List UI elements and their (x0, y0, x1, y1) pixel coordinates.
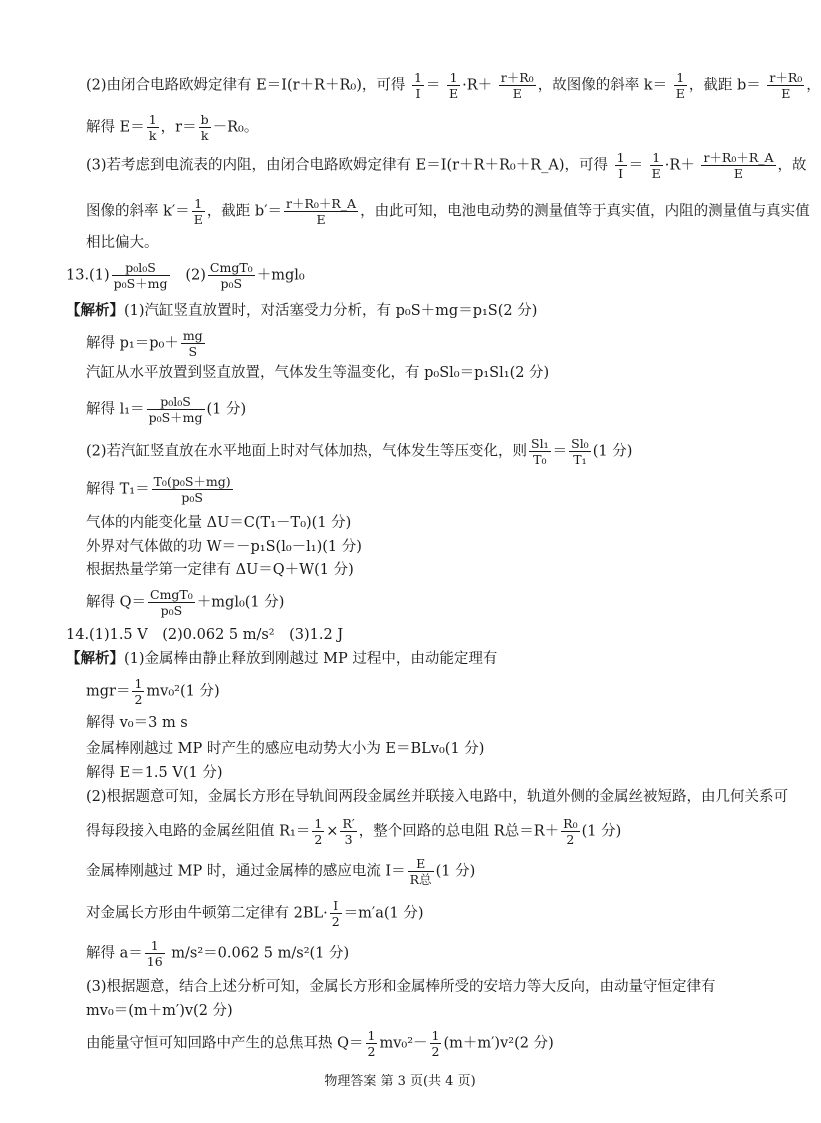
fraction: $\frac{1}{16}$ (146, 938, 163, 969)
q14-line4: 金属棒刚越过 MP 时产生的感应电动势大小为 E＝BLv₀(1 分) (86, 741, 485, 757)
q13-line9: 根据热量学第一定律有 ΔU＝Q＋W(1 分) (86, 562, 354, 578)
fraction: $\frac{\text{Sl₀}}{\text{T₁}}$ (571, 436, 589, 467)
fraction: $\frac{\text{R₀}}{2}$ (563, 816, 578, 847)
fraction: $\frac{1}{2}$ (134, 676, 143, 707)
fraction: $\frac{\text{CmgT₀}}{\text{p₀S}}$ (150, 587, 193, 618)
q13-line3: 汽缸从水平放置到竖直放置，气体发生等温变化，有 p₀Sl₀＝p₁Sl₁(2 分) (86, 365, 550, 381)
q13-analysis-1: 【解析】(1)汽缸竖直放置时，对活塞受力分析，有 p₀S＋mg＝p₁S(2 分) (66, 302, 538, 319)
q14-line12: mv₀＝(m＋m′)v(2 分) (86, 1003, 233, 1019)
fraction: $\frac{E}{\text{R总}}$ (409, 856, 432, 887)
fraction: $\frac{R'}{3}$ (342, 816, 355, 847)
fraction: $\frac{\text{T₀(p₀S＋mg)}}{\text{p₀S}}$ (153, 474, 231, 505)
q12-p3-line2: 图像的斜率 k′＝ $\frac{1}{E}$ ，截距 b′＝ $\frac{\text{r＋R₀＋R\_A}}{E}$ ，由此可知，电池电动势的测量值等于真实值，内阻的测量值与真实值 (86, 196, 810, 227)
fraction: $\frac{b}{k}$ (200, 112, 209, 143)
q14-line10: 解得 a＝ $\frac{1}{16}$ m/s²＝0.062 5 m/s²(1 分) (86, 938, 350, 969)
q13-answer: 13.(1) $\frac{\text{p₀l₀S}}{\text{p₀S＋mg}}$ (2) $\frac{\text{CmgT₀}}{\text{p₀S}}$ ＋mgl₀ (66, 260, 305, 291)
q14-line8: 金属棒刚越过 MP 时，通过金属棒的感应电流 I＝ $\frac{E}{\text{R总}}$ (1 分) (86, 856, 476, 887)
fraction: $\frac{1}{E}$ (675, 70, 685, 101)
q13-line8: 外界对气体做的功 W＝－p₁S(l₀－l₁)(1 分) (86, 539, 362, 555)
q14-line13: 由能量守恒可知回路中产生的总焦耳热 Q＝ $\frac{1}{2}$ mv₀²－ $\frac{1}{2}$ (m＋m′)v²(2 分) (86, 1028, 554, 1059)
fraction: $\frac{1}{E}$ (651, 150, 661, 181)
q13-line2: 解得 p₁＝p₀＋ $\frac{mg}{S}$ (86, 328, 203, 359)
fraction: $\frac{I}{2}$ (331, 898, 340, 929)
q14-line2: mgr＝ $\frac{1}{2}$ mv₀²(1 分) (86, 676, 220, 707)
fraction: $\frac{\text{r＋R₀}}{E}$ (500, 70, 534, 101)
q14-line11: (3)根据题意，结合上述分析可知，金属长方形和金属棒所受的安培力等大反向，由动量守恒定律有 (86, 979, 716, 995)
q14-line7: 得每段接入电路的金属丝阻值 R₁＝ $\frac{1}{2}$ × $\frac{R'}{3}$ ，整个回路的总电阻 R总＝R＋ $\frac{\text{R₀}}{2}$ (1 分) (86, 816, 622, 847)
fraction: $\frac{\text{r＋R₀＋R\_A}}{E}$ (703, 150, 774, 181)
fraction: $\frac{1}{2}$ (314, 816, 323, 847)
q13-line5: (2)若汽缸竖直放在水平地面上时对气体加热，气体发生等压变化，则 $\frac{\text{Sl₁}}{\text{T₀}}$ ＝ $\frac{\text{Sl₀}}{\text{T₁}}$ (1 分) (86, 436, 633, 467)
fraction: $\frac{1}{2}$ (431, 1028, 440, 1059)
q13-line4: 解得 l₁＝ $\frac{\text{p₀l₀S}}{\text{p₀S＋mg}}$ (1 分) (86, 394, 247, 425)
fraction: $\frac{1}{E}$ (193, 196, 203, 227)
fraction: $\frac{\text{r＋R₀＋R\_A}}{E}$ (286, 196, 357, 227)
page-footer: 物理答案 第 3 页(共 4 页) (324, 1074, 476, 1089)
q13-line6: 解得 T₁＝ $\frac{\text{T₀(p₀S＋mg)}}{\text{p₀S}}$ (86, 474, 231, 505)
fraction: $\frac{\text{Sl₁}}{\text{T₀}}$ (531, 436, 549, 467)
fraction: $\frac{1}{k}$ (148, 112, 157, 143)
fraction: $\frac{1}{2}$ (367, 1028, 376, 1059)
q14-answer: 14.(1)1.5 V (2)0.062 5 m/s² (3)1.2 J (66, 627, 344, 643)
fraction: $\frac{\text{p₀l₀S}}{\text{p₀S＋mg}}$ (148, 394, 203, 425)
fraction: $\frac{1}{I}$ (413, 70, 422, 101)
q14-line5: 解得 E＝1.5 V(1 分) (86, 765, 223, 781)
q14-analysis-1: 【解析】(1)金属棒由静止释放到刚越过 MP 过程中，由动能定理有 (66, 650, 498, 667)
q14-line3: 解得 v₀＝3 m s (86, 715, 188, 731)
fraction: $\frac{\text{p₀l₀S}}{\text{p₀S＋mg}}$ (113, 260, 168, 291)
q12-p3-line1: (3)若考虑到电流表的内阻，由闭合电路欧姆定律有 E＝I(r＋R＋R₀＋R_A)，可得 $\frac{1}{I}$ ＝ $\frac{1}{E}$ ·R＋ $\frac{\text{r＋R₀＋R\_A}}{E}$ ，故 (86, 150, 807, 181)
fraction: $\frac{1}{I}$ (616, 150, 625, 181)
q12-p2-line1: (2)由闭合电路欧姆定律有 E＝I(r＋R＋R₀)，可得 $\frac{1}{I}$ ＝ $\frac{1}{E}$ ·R＋ $\frac{\text{r＋R₀}}{E}$ ，故图像的斜率 k＝ $\frac{1}{E}$ ，截距 b＝ $\frac{\text{r＋R₀}}{E}$ ， (86, 70, 821, 101)
fraction: $\frac{\text{r＋R₀}}{E}$ (769, 70, 803, 101)
q14-line6: (2)根据题意可知，金属长方形在导轨间两段金属丝并联接入电路中，轨道外侧的金属丝被短路，由几何关系可 (86, 789, 789, 805)
q14-line9: 对金属长方形由牛顿第二定律有 2BL· $\frac{I}{2}$ ＝m′a(1 分) (86, 898, 424, 929)
fraction: $\frac{mg}{S}$ (182, 328, 203, 359)
q13-line10: 解得 Q＝ $\frac{\text{CmgT₀}}{\text{p₀S}}$ ＋mgl₀(1 分) (86, 587, 285, 618)
fraction: $\frac{\text{CmgT₀}}{\text{p₀S}}$ (209, 260, 253, 291)
q12-p2-line2: 解得 E＝ $\frac{1}{k}$ ，r＝ $\frac{b}{k}$ －R₀。 (86, 112, 259, 143)
fraction: $\frac{1}{E}$ (449, 70, 459, 101)
q13-line7: 气体的内能变化量 ΔU＝C(T₁－T₀)(1 分) (86, 515, 352, 531)
q12-p3-line3: 相比偏大。 (86, 235, 159, 251)
